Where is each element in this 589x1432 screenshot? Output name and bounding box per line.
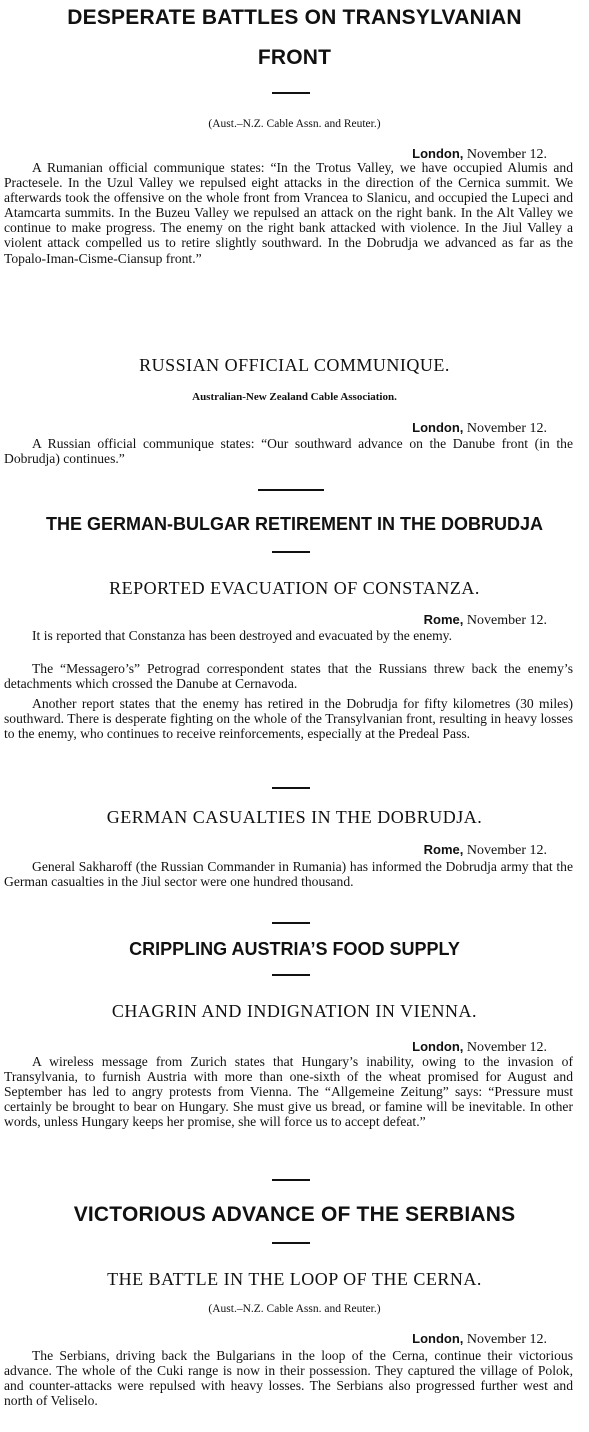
article-paragraph: A Russian official communique states: “Our southward advance on the Danube front (in the Dobrudja) continues.”	[4, 436, 573, 467]
subhead-german-casualties: GERMAN CASUALTIES IN THE DOBRUDJA.	[106, 807, 483, 827]
agency-credit: Australian-New Zealand Cable Association.	[192, 391, 397, 403]
article-paragraph: It is reported that Constanza has been destroyed and evacuated by the enemy.	[32, 628, 452, 643]
agency-credit: (Aust.–N.Z. Cable Assn. and Reuter.)	[208, 118, 381, 130]
subhead-russian-communique: RUSSIAN OFFICIAL COMMUNIQUE.	[139, 355, 450, 375]
dateline	[412, 1331, 547, 1348]
dateline	[424, 842, 547, 859]
subhead-battle-cerna: THE BATTLE IN THE LOOP OF THE CERNA.	[107, 1269, 482, 1289]
headline-serbian-advance: VICTORIOUS ADVANCE OF THE SERBIANS	[73, 1203, 516, 1226]
dateline-date: November 12.	[466, 613, 547, 628]
subhead-chagrin-vienna: CHAGRIN AND INDIGNATION IN VIENNA.	[111, 1001, 478, 1021]
dateline-date: November 12.	[466, 421, 547, 436]
separator-rule	[272, 787, 310, 789]
dateline-date: November 12.	[466, 843, 547, 858]
separator-rule	[272, 551, 310, 553]
dateline-date: November 12.	[466, 1040, 547, 1055]
subhead-evacuation-constanza: REPORTED EVACUATION OF CONSTANZA.	[109, 578, 480, 598]
dateline-place: Rome,	[423, 842, 464, 857]
separator-rule	[258, 489, 324, 491]
article-paragraph: A Rumanian official communique states: “In the Trotus Valley, we have occupied Alumis and Practesele. In the Uzul Valley we repulsed eight attacks in the direction of the Cernica summit. We afterwards took the offensive on the whole front from Vrancea to Slanicu, and occupied the Lupeci and Atamcarta summits. In the Buzeu Valley we repulsed an attack on the right bank. In the Alt Valley we continue to make progress. The enemy on the right bank attacked with violence. In the Jiul Valley a violent attack compelled us to retire slightly southward. In the Dobrudja we advanced as far as the Topalo-Iman-Cisme-Ciansup front.”	[4, 160, 573, 266]
dateline	[412, 420, 547, 437]
separator-rule	[272, 92, 310, 94]
dateline-place: London,	[412, 146, 464, 161]
article-paragraph: A wireless message from Zurich states that Hungary’s inability, owing to the invasion of Transylvania, to furnish Austria with more than one-sixth of the wheat promised for August and September has led to angry protests from Vienna. The “Allgemeine Zeitung” says: “Pressure must certainly be brought to bear on Hungary. She must give us bread, or famine will be inevitable. In other words, unless Hungary keeps her promise, she will force us to accept defeat.”	[4, 1054, 573, 1130]
article-paragraph: The Serbians, driving back the Bulgarians in the loop of the Cerna, continue their victorious advance. The whole of the Cuki range is now in their possession. They captured the village of Polok, and counter-attacks were repulsed with heavy losses. The Serbians also progressed further west and north of Veliselo.	[4, 1348, 573, 1409]
article-paragraph: The “Messagero’s” Petrograd correspondent states that the Russians threw back the enemy’s detachments which crossed the Danube at Cernavoda.	[4, 661, 573, 692]
agency-credit: (Aust.–N.Z. Cable Assn. and Reuter.)	[208, 1303, 381, 1315]
headline-transylvanian-front-line2: FRONT	[257, 46, 332, 69]
separator-rule	[272, 1179, 310, 1181]
dateline-date: November 12.	[466, 1332, 547, 1347]
headline-austria-food-supply: CRIPPLING AUSTRIA’S FOOD SUPPLY	[129, 939, 460, 959]
dateline-place: Rome,	[423, 612, 464, 627]
dateline-date: November 12.	[466, 147, 547, 162]
dateline	[424, 612, 547, 629]
article-paragraph: Another report states that the enemy has retired in the Dobrudja for fifty kilometres (30 miles) southward. There is desperate fighting on the whole of the Transylvanian front, resulting in heavy losses to the enemy, who continues to receive reinforcements, especially at the Predeal Pass.	[4, 696, 573, 742]
separator-rule	[272, 922, 310, 924]
dateline-place: London,	[412, 420, 464, 435]
separator-rule	[272, 1242, 310, 1244]
article-paragraph: General Sakharoff (the Russian Commander in Rumania) has informed the Dobrudja army that the German casualties in the Jiul sector were one hundred thousand.	[4, 859, 573, 890]
headline-german-bulgar-retirement: THE GERMAN-BULGAR RETIREMENT IN THE DOBRUDJA	[46, 514, 543, 534]
separator-rule	[272, 974, 310, 976]
dateline-place: London,	[412, 1331, 464, 1346]
dateline-place: London,	[412, 1039, 464, 1054]
headline-transylvanian-front-line1: DESPERATE BATTLES ON TRANSYLVANIAN	[67, 6, 522, 29]
